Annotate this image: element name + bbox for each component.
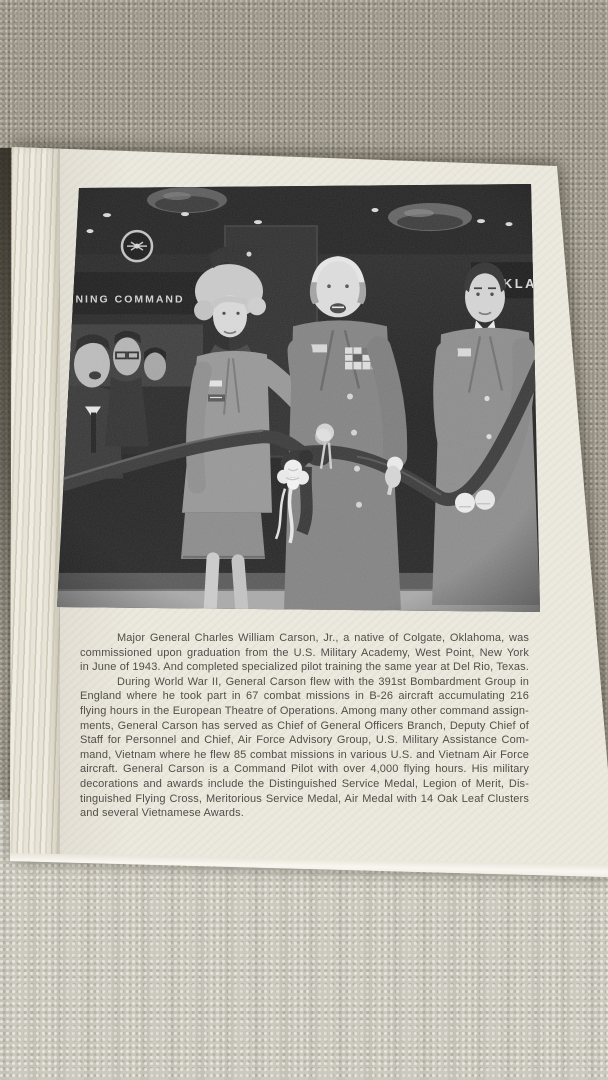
bio-line: ments, General Carson has served as Chief of General Officers Branch, Deputy Chief of [80, 719, 529, 732]
ribbon-cutting-photograph [57, 184, 540, 613]
page-bottom-edge [6, 853, 608, 879]
bio-line: commissioned upon graduation from the U.S. Military Academy, West Point, New York [80, 646, 529, 659]
photo-canvas [57, 184, 540, 613]
bio-line: tinguished Flying Cross, Meritorious Service Medal, Air Medal with 14 Oak Leaf Clusters [80, 792, 529, 805]
biography-text [80, 631, 529, 821]
bio-line: England where he took part in 67 combat missions in B-26 aircraft accumulating 216 [80, 690, 529, 703]
bio-line: and several Vietnamese Awards. [80, 807, 245, 820]
bio-line: Staff for Personnel and Chief, Air Force Advisory Group, U.S. Military Assistance Com- [80, 734, 529, 747]
film-grain [57, 184, 540, 613]
bio-line: in June of 1943. And completed specialized pilot training the same year at Del Rio, Texas. [80, 661, 529, 674]
bio-line: decorations and awards include the Distinguished Service Medal, Legion of Merit, Dis- [80, 777, 529, 790]
bio-line: Major General Charles William Carson, Jr., a native of Colgate, Oklahoma, was [117, 632, 529, 644]
stacked-page-edges [8, 146, 60, 862]
bio-line: flying hours in the European Theatre of Operations. Among many other command assign- [80, 704, 529, 717]
bio-line: During World War II, General Carson flew with the 391st Bombardment Group in [117, 675, 529, 688]
bio-line: mand, Vietnam where he flew 85 combat missions in various U.S. and Vietnam Air Force [80, 748, 529, 761]
bio-line: aircraft. General Carson is a Command Pilot with over 4,000 flying hours. His military [80, 763, 529, 776]
